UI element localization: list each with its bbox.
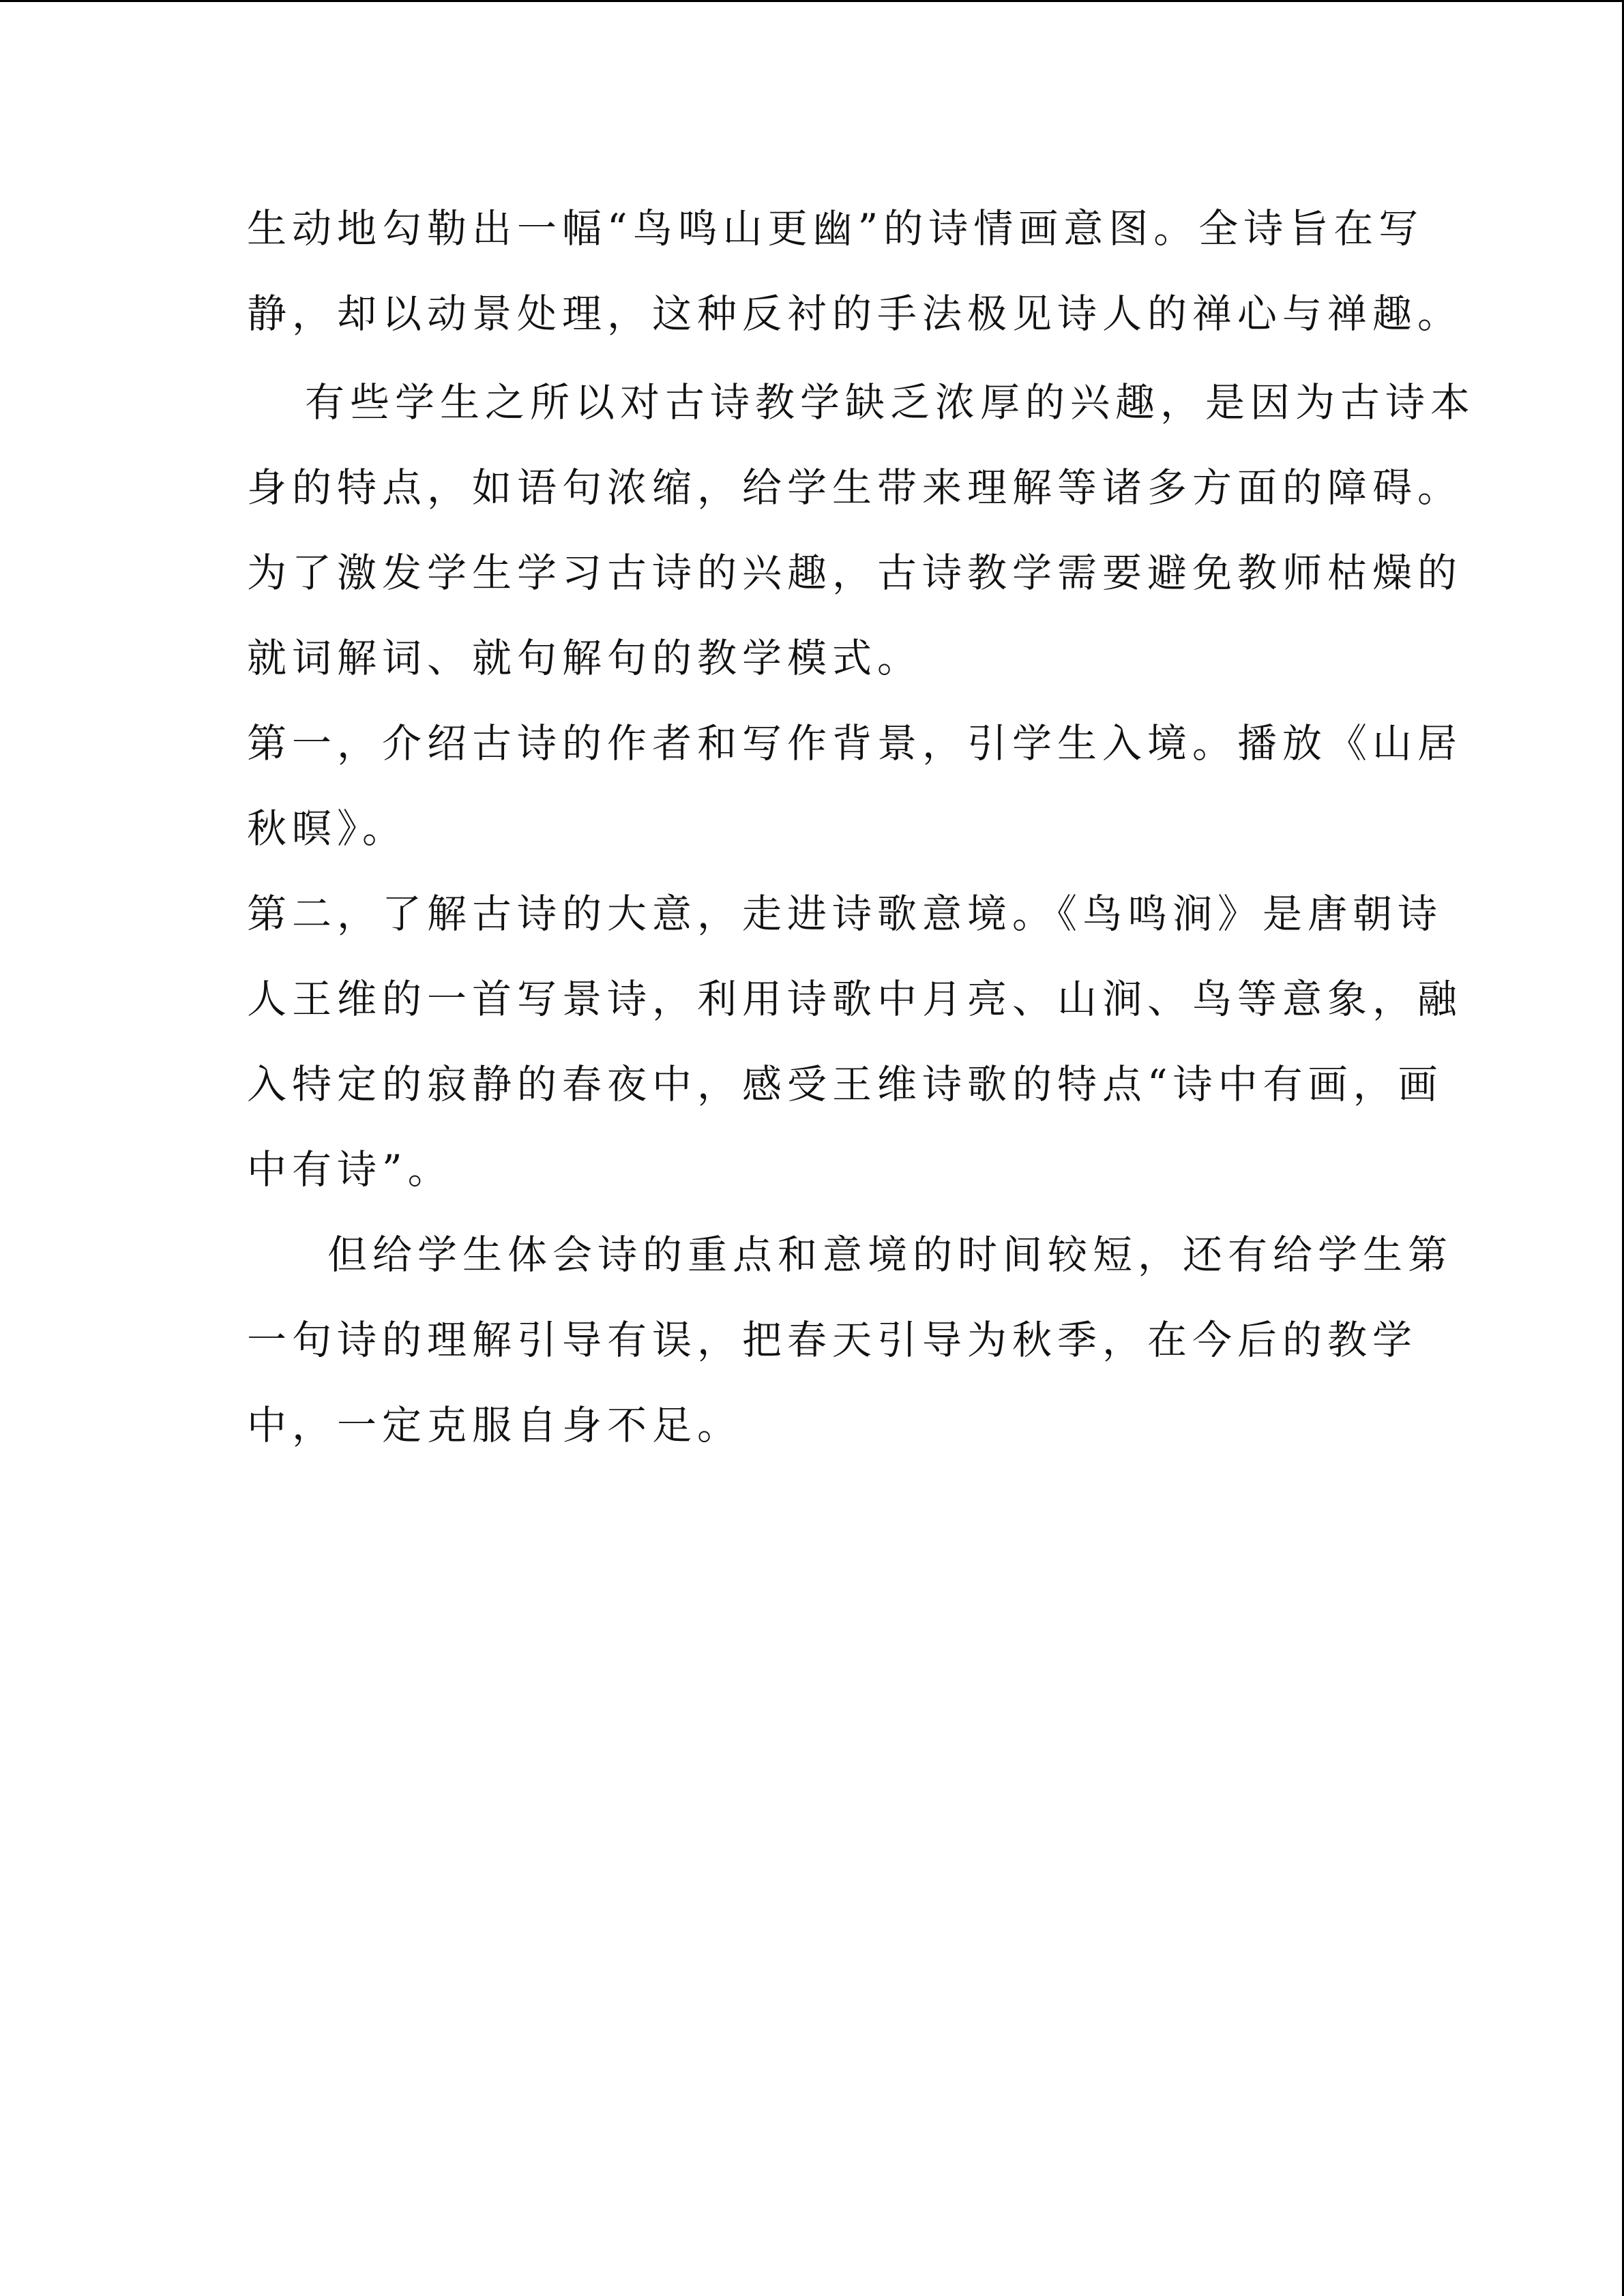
text-line-5: 为了激发学生学习古诗的兴趣，古诗教学需要避免教师枯燥的: [247, 550, 1463, 596]
text-line-12: 中有诗”。: [247, 1146, 453, 1193]
text-line-15: 中，一定克服自身不足。: [247, 1402, 743, 1448]
page-top-border: [0, 0, 1624, 2]
text-line-8: 秋暝》。: [247, 805, 408, 852]
text-line-1: 生动地勾勒出一幅“鸟鸣山更幽”的诗情画意图。全诗旨在写: [247, 205, 1424, 252]
text-line-14: 一句诗的理解引导有误，把春天引导为秋季，在今后的教学: [247, 1317, 1418, 1363]
text-line-6: 就词解词、就句解句的教学模式。: [247, 635, 923, 681]
text-line-3: 有些学生之所以对古诗教学缺乏浓厚的兴趣，是因为古诗本: [305, 379, 1476, 426]
text-line-10: 人王维的一首写景诗，利用诗歌中月亮、山涧、鸟等意象，融: [247, 976, 1463, 1022]
text-line-2: 静，却以动景处理，这种反衬的手法极见诗人的禅心与禅趣。: [247, 290, 1463, 337]
text-line-7: 第一，介绍古诗的作者和写作背景，引学生入境。播放《山居: [247, 720, 1463, 766]
text-line-11: 入特定的寂静的春夜中，感受王维诗歌的特点“诗中有画，画: [247, 1061, 1443, 1107]
text-line-9: 第二，了解古诗的大意，走进诗歌意境。《鸟鸣涧》是唐朝诗: [247, 891, 1443, 937]
text-line-4: 身的特点，如语句浓缩，给学生带来理解等诸多方面的障碍。: [247, 464, 1463, 511]
text-line-13: 但给学生体会诗的重点和意境的时间较短，还有给学生第: [327, 1232, 1453, 1278]
